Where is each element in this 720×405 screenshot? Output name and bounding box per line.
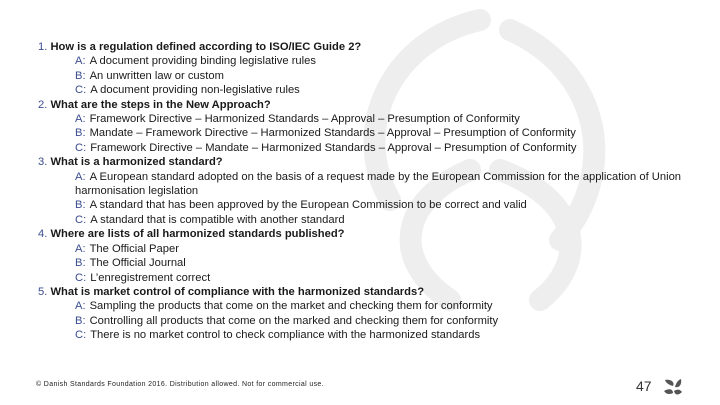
answer-letter: A:: [75, 55, 86, 68]
question-number: 2.: [38, 98, 48, 111]
ds-leaf-logo-icon: [662, 376, 684, 398]
answer-text: There is no market control to check compliance with the harmonized standards: [90, 329, 481, 342]
answer-option: [38, 299, 708, 313]
answer-text: Controlling all products that come on the marked and checking them for conformity: [89, 314, 499, 327]
answer-letter: B:: [75, 69, 86, 82]
question-item: [38, 98, 708, 156]
answer-letter: B:: [75, 127, 86, 140]
question-number: 4.: [38, 228, 48, 241]
question-item: [38, 40, 708, 98]
answer-text: A standard that is compatible with another standard: [90, 213, 345, 226]
answer-letter: B:: [75, 199, 86, 212]
answer-text: A document providing non-legislative rules: [90, 84, 300, 97]
question-number: 3.: [38, 156, 48, 169]
answer-text: Framework Directive – Mandate – Harmonized Standards – Approval – Presumption of Conformity: [90, 141, 577, 154]
answer-letter: A:: [75, 242, 86, 255]
answer-option: [38, 54, 708, 68]
answer-text: The Official Journal: [89, 257, 186, 270]
answer-text: A European standard adopted on the basis of a request made by the European Commission for the application of Union harmonisation legislation: [75, 170, 682, 198]
question-number: 5.: [38, 285, 48, 298]
answer-option: [38, 242, 708, 256]
question-item: [38, 227, 708, 285]
answer-option: [38, 198, 708, 212]
answer-option: [38, 141, 708, 155]
question-item: [38, 285, 708, 343]
question-line: [38, 98, 708, 112]
answer-text: The Official Paper: [89, 242, 179, 255]
question-text: What is a harmonized standard?: [50, 156, 223, 169]
answer-text: Mandate – Framework Directive – Harmonized Standards – Approval – Presumption of Conformity: [89, 127, 576, 140]
answer-option: [38, 112, 708, 126]
question-line: [38, 227, 708, 241]
answer-letter: C:: [75, 213, 87, 226]
answer-option: [38, 213, 708, 227]
answer-text: An unwritten law or custom: [89, 69, 224, 82]
question-text: What is market control of compliance with the harmonized standards?: [50, 285, 425, 298]
question-item: [38, 155, 708, 227]
page-number: 47: [636, 378, 652, 394]
question-number: 1.: [38, 41, 48, 53]
answer-option: [38, 328, 708, 342]
answer-text: A standard that has been approved by the European Commission to be correct and valid: [89, 199, 527, 212]
answer-option: [38, 170, 708, 199]
answer-option: [38, 256, 708, 270]
answer-letter: C:: [75, 329, 87, 342]
copyright-footer: © Danish Standards Foundation 2016. Distribution allowed. Not for commercial use.: [36, 381, 324, 388]
answer-letter: A:: [75, 113, 86, 126]
answer-letter: C:: [75, 271, 87, 284]
answer-letter: C:: [75, 141, 87, 154]
answer-option: [38, 314, 708, 328]
answer-option: [38, 271, 708, 285]
answer-text: Sampling the products that come on the market and checking them for conformity: [89, 300, 493, 313]
answer-option: [38, 126, 708, 140]
answer-letter: C:: [75, 84, 87, 97]
question-line: [38, 40, 708, 54]
answer-letter: A:: [75, 300, 86, 313]
answer-option: [38, 83, 708, 97]
question-line: [38, 285, 708, 299]
answer-text: L’enregistrement correct: [90, 271, 211, 284]
answer-letter: B:: [75, 314, 86, 327]
answer-text: A document providing binding legislative rules: [89, 55, 316, 68]
answer-text: Framework Directive – Harmonized Standards – Approval – Presumption of Conformity: [89, 113, 520, 126]
question-line: [38, 155, 708, 169]
answer-letter: A:: [75, 170, 86, 183]
question-text: How is a regulation defined according to ISO/IEC Guide 2?: [50, 41, 362, 53]
question-text: Where are lists of all harmonized standards published?: [50, 228, 345, 241]
question-text: What are the steps in the New Approach?: [50, 98, 271, 111]
answer-option: [38, 69, 708, 83]
answer-letter: B:: [75, 257, 86, 270]
quiz-question-list: [38, 40, 708, 343]
